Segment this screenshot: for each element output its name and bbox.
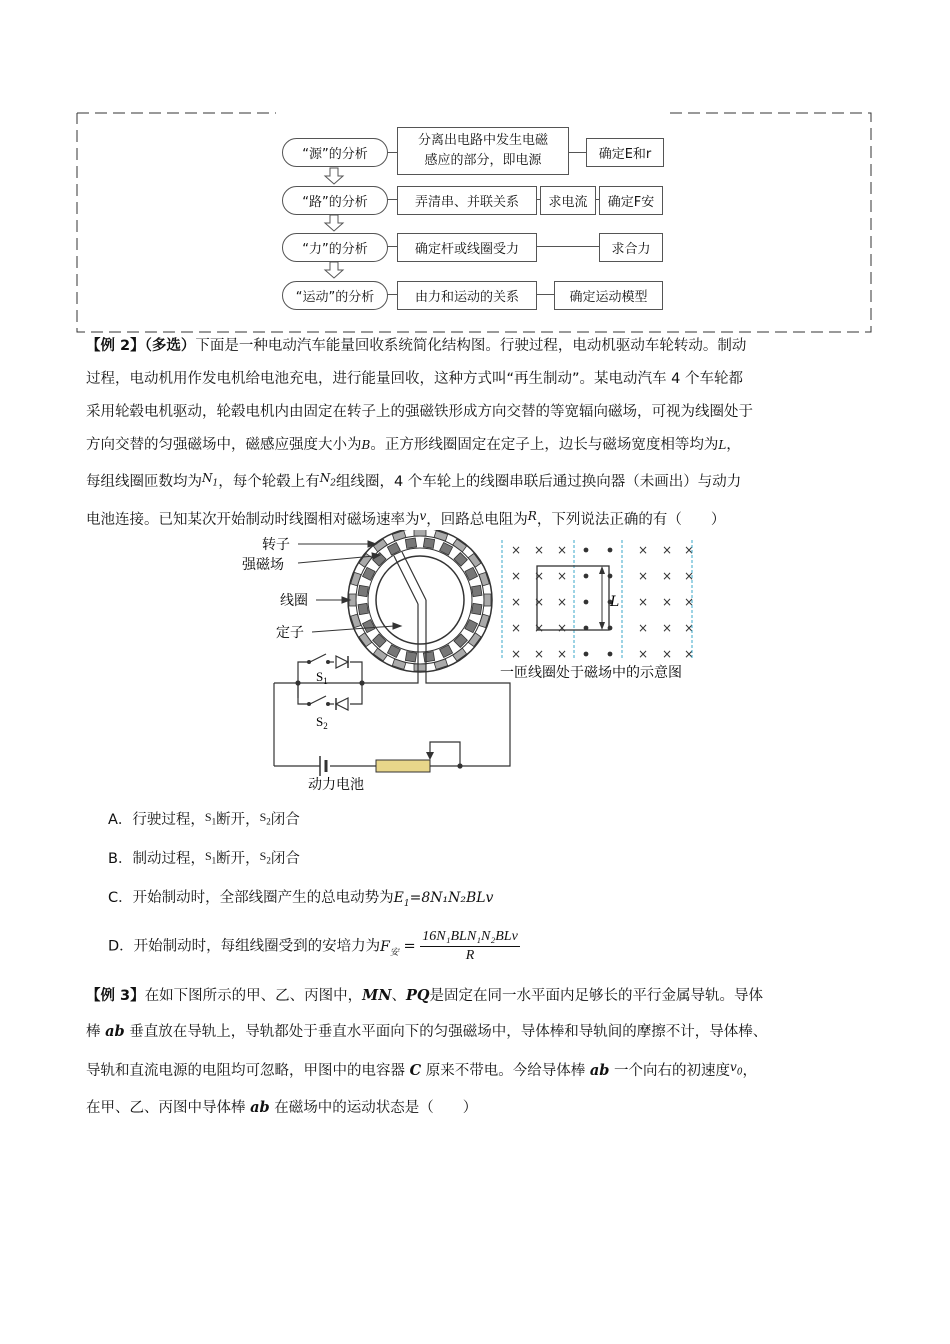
coil-segment — [358, 585, 368, 596]
field-into-mark: × — [534, 569, 545, 583]
field-into-mark: × — [638, 569, 649, 583]
option-c[interactable]: C．开始制动时，全部线圈产生的总电动势为$E_1=8N_1N_2BLv$ — [108, 890, 494, 909]
field-into-mark: × — [638, 621, 649, 635]
field-into-mark: × — [662, 543, 673, 557]
field-into-mark: × — [662, 621, 673, 635]
field-into-mark: × — [511, 647, 522, 661]
field-into-mark: × — [511, 621, 522, 635]
field-into-mark: × — [557, 543, 568, 557]
field-into-mark: × — [684, 621, 695, 635]
field-into-mark: × — [684, 543, 695, 557]
example-3-stem: 【例 3】在如下图所示的甲、乙、丙图中，MN、PQ是固定在同一水平面内足够长的平行金属导轨。导体 棒 ab 垂直放在导轨上，导轨都处于垂直水平面向下的匀强磁场中，导体棒和导轨间的摩擦不计，导体棒、 导轨和直流电源的电阻均可忽略，甲图中的电容器 C 原来不带电。今给导体棒 ab 一个向右的初速度$^{v_0}$， 在甲、乙、丙图中导体棒 ab 在磁场中的运动状态是（ ） — [86, 987, 768, 1117]
option-a[interactable]: A．行驶过程，$^{S_1}$断开，$^{S_2}$闭合 — [108, 810, 300, 828]
field-into-mark: × — [534, 647, 545, 661]
field-into-mark: × — [534, 621, 545, 635]
coil-segment — [358, 603, 368, 614]
coil-segment — [423, 652, 434, 662]
field-into-mark: × — [638, 647, 649, 661]
field-into-mark: × — [511, 569, 522, 583]
label-L: L — [610, 594, 620, 610]
field-into-mark: × — [557, 647, 568, 661]
coil-segment — [472, 603, 482, 614]
flow-source-label: “源”的分析 — [282, 138, 388, 167]
label-stator: 定子 — [276, 625, 304, 641]
field-into-mark: × — [638, 543, 649, 557]
switch-s1-label: $S_1$ — [316, 669, 328, 686]
field-out-mark — [608, 574, 613, 579]
coil-segment — [472, 585, 482, 596]
flow-current-box: 求电流 — [540, 186, 596, 215]
field-into-mark: × — [534, 595, 545, 609]
field-into-mark: × — [684, 647, 695, 661]
field-caption: 一匝线圈处于磁场中的示意图 — [500, 665, 682, 681]
flow-path-box: 弄清串、并联关系 — [397, 186, 537, 215]
field-out-mark — [584, 548, 589, 553]
field-into-mark: × — [662, 569, 673, 583]
magnet-segment — [414, 664, 426, 671]
field-into-mark: × — [684, 569, 695, 583]
flow-force-result: 求合力 — [599, 233, 663, 262]
flow-source-result: 确定E和r — [586, 138, 664, 167]
field-into-mark: × — [557, 621, 568, 635]
field-into-mark: × — [684, 595, 695, 609]
summary-flowchart — [76, 112, 872, 332]
flow-motion-label: “运动”的分析 — [282, 281, 388, 310]
formula-fraction: $\frac{\text{16N₁BLN₁N₂BLv}}{R}$ — [422, 929, 518, 963]
field-into-mark: × — [662, 647, 673, 661]
field-into-mark: × — [662, 595, 673, 609]
magnet-segment — [484, 594, 491, 606]
flow-path-result: 确定F安 — [599, 186, 663, 215]
field-into-mark: × — [557, 569, 568, 583]
field-out-mark — [608, 652, 613, 657]
label-coil: 线圈 — [280, 593, 308, 609]
motor-circuit-figure — [230, 530, 720, 798]
field-into-mark: × — [511, 595, 522, 609]
flow-source-box: 分离出电路中发生电磁 感应的部分，即电源 — [397, 127, 569, 175]
field-into-mark: × — [638, 595, 649, 609]
label-magnet: 强磁场 — [242, 557, 284, 573]
coil-segment — [405, 652, 416, 662]
field-into-mark: × — [534, 543, 545, 557]
flow-path-label: “路”的分析 — [282, 186, 388, 215]
field-out-mark — [584, 600, 589, 605]
option-d[interactable]: D．开始制动时，每组线圈受到的安培力为$F_安$ = $\frac{\text{16N₁BLN₁N₂BLv}}{R}$ — [108, 929, 518, 963]
field-out-mark — [608, 548, 613, 553]
field-out-mark — [584, 652, 589, 657]
coil-segment — [423, 538, 434, 548]
example-2-diagram — [230, 530, 720, 798]
label-rotor: 转子 — [262, 537, 290, 553]
coil-segment — [405, 538, 416, 548]
flow-motion-box: 由力和运动的关系 — [397, 281, 537, 310]
flow-motion-result: 确定运动模型 — [554, 281, 663, 310]
switch-s2-label: $S_2$ — [316, 714, 328, 731]
example-2-stem: 【例 2】（多选）下面是一种电动汽车能量回收系统简化结构图。行驶过程，电动机驱动车轮转动。制动 过程，电动机用作发电机给电池充电，进行能量回收，这种方式叫“再生制动”。某电动汽车 4 个车轮都 采用轮毂电机驱动，轮毂电机内由固定在转子上的强磁铁形成方向交替的等宽辐向磁场，可视为线圈处于 方向交替的匀强磁场中，磁感应强度大小为B。正方形线圈固定在定子上，边长与磁场宽度相等均为L， 每组线圈匝数均为$^{N_1}$，每个轮毂上有$^{N_2}$组线圈，4 个车轮上的线圈串联后通过换向器（未画出）与动力 电池连接。已知某次开始制动时线圈相对磁场速率为$^v$，回路总电阻为$^R$，下列说法正确的有（ ） — [86, 338, 753, 529]
field-into-mark: × — [511, 543, 522, 557]
magnet-segment — [414, 530, 426, 536]
flow-force-label: “力”的分析 — [282, 233, 388, 262]
label-battery: 动力电池 — [308, 777, 364, 793]
field-into-mark: × — [557, 595, 568, 609]
flow-force-box: 确定杆或线圈受力 — [397, 233, 537, 262]
field-out-mark — [584, 574, 589, 579]
option-b[interactable]: B．制动过程，$^{S_1}$断开，$^{S_2}$闭合 — [108, 849, 300, 867]
